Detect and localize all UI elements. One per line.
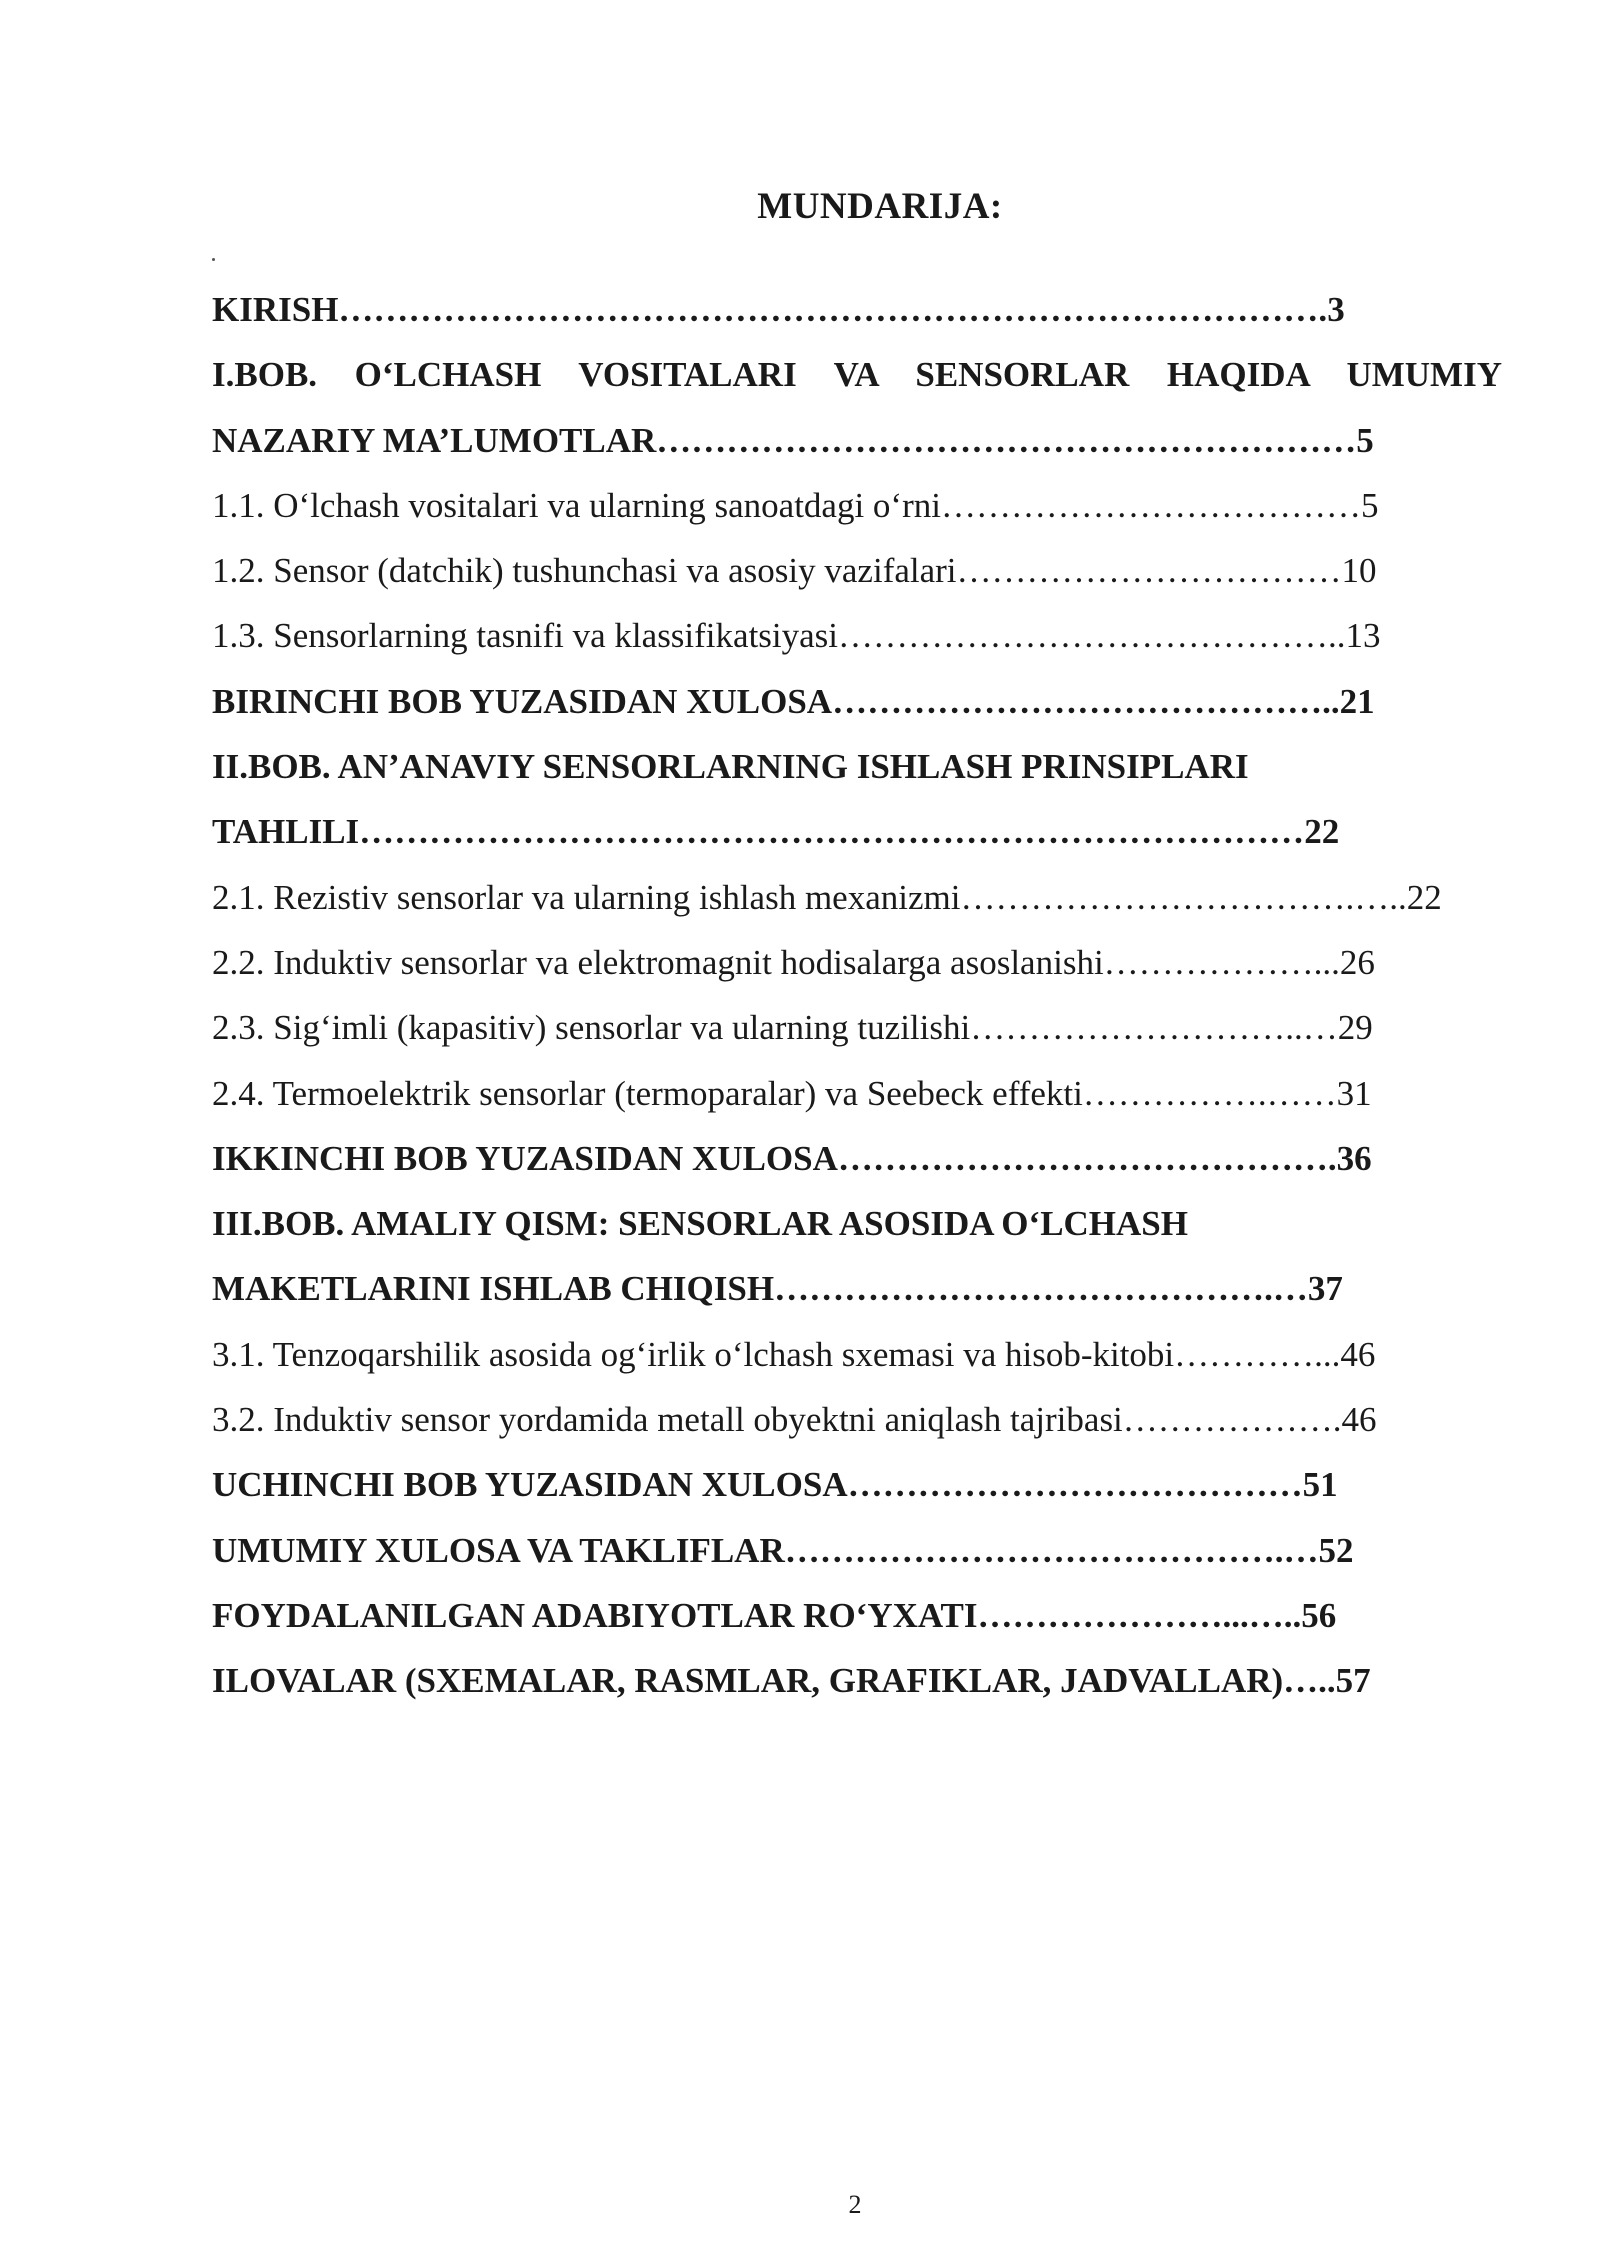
toc-entry-text: 2.2. Induktiv sensorlar va elektromagnit hodisalarga asoslanishi………………... bbox=[212, 942, 1340, 982]
toc-entry-page: 3 bbox=[1327, 290, 1345, 329]
toc-entry-text: NAZARIY MA’LUMOTLAR…………………………………………………… bbox=[212, 420, 1357, 460]
toc-entry-text: 2.4. Termoelektrik sensorlar (termoparalar) va Seebeck effekti…………….…… bbox=[212, 1073, 1337, 1113]
toc-entry-page: 51 bbox=[1302, 1465, 1338, 1505]
toc-entry-text: III.BOB. AMALIY QISM: SENSORLAR ASOSIDA O‘LCHASH bbox=[212, 1204, 1189, 1244]
toc-entry-page: 56 bbox=[1301, 1595, 1337, 1635]
toc-entry-text: 2.3. Sig‘imli (kapasitiv) sensorlar va ularning tuzilishi………………………..… bbox=[212, 1008, 1338, 1048]
toc-entry-page: .36 bbox=[1327, 1138, 1372, 1178]
toc-entry-page: 5 bbox=[1360, 485, 1379, 525]
toc-entry-text: I.BOB. O‘LCHASH VOSITALARI VA SENSORLAR HAQIDA UMUMIY bbox=[212, 355, 1502, 395]
page-number: 2 bbox=[848, 2190, 862, 2219]
toc-entry-text: 2.1. Rezistiv sensorlar va ularning ishlash mexanizmi…………………………….….. bbox=[212, 877, 1407, 917]
page-title: MUNDARIJA: bbox=[757, 186, 1003, 227]
toc-entry-text: 3.1. Tenzoqarshilik asosida og‘irlik o‘lchash sxemasi va hisob-kitobi…………... bbox=[212, 1334, 1341, 1374]
toc-entry-page: 10 bbox=[1341, 551, 1377, 591]
toc-entry-page: 5 bbox=[1356, 420, 1374, 460]
toc-entry-bob3-conclusion bbox=[212, 1452, 1502, 1517]
toc-entry-1-2 bbox=[212, 538, 1502, 603]
toc-entry-text: ILOVALAR (SXEMALAR, RASMLAR, GRAFIKLAR, JADVALLAR)….. bbox=[212, 1661, 1336, 1701]
toc-entry-2-4 bbox=[212, 1061, 1502, 1126]
toc-entry-text: II.BOB. AN’ANAVIY SENSORLARNING ISHLASH PRINSIPLARI bbox=[212, 747, 1249, 787]
toc-entry-1-1 bbox=[212, 473, 1502, 538]
toc-entry-appendices bbox=[212, 1648, 1502, 1713]
toc-entry-page: 37 bbox=[1307, 1269, 1343, 1309]
toc-entry-text: FOYDALANILGAN ADABIYOTLAR RO‘YXATI…………………...….. bbox=[212, 1595, 1302, 1635]
toc-entry-1-3 bbox=[212, 603, 1502, 668]
toc-entry-bob3-line1 bbox=[212, 1191, 1502, 1256]
toc-entry-page: 57 bbox=[1335, 1661, 1371, 1701]
toc-entry-page: 22 bbox=[1406, 877, 1442, 917]
toc-entry-text: IKKINCHI BOB YUZASIDAN XULOSA…………………………………… bbox=[212, 1138, 1328, 1178]
toc-entry-bob2-conclusion bbox=[212, 1126, 1502, 1191]
toc-entry-text: UCHINCHI BOB YUZASIDAN XULOSA………………………………… bbox=[212, 1465, 1303, 1505]
toc-entry-bob1-conclusion bbox=[212, 669, 1502, 734]
toc-entry-page: 29 bbox=[1337, 1008, 1373, 1048]
toc-entry-bob2-line2 bbox=[212, 799, 1502, 864]
toc-entry-references bbox=[212, 1583, 1502, 1648]
toc-entry-text: BIRINCHI BOB YUZASIDAN XULOSA…………………………………….. bbox=[212, 681, 1340, 721]
toc-entry-bob1-line1 bbox=[212, 342, 1502, 407]
toc-entry-page: 46 bbox=[1340, 1334, 1376, 1374]
toc-entry-text: MAKETLARINI ISHLAB CHIQISH…………………………………….… bbox=[212, 1269, 1308, 1309]
toc-entry-page: 31 bbox=[1336, 1073, 1372, 1113]
toc-entry-kirish bbox=[212, 277, 1502, 342]
toc-entry-2-2 bbox=[212, 930, 1502, 995]
toc-entry-bob1-line2 bbox=[212, 408, 1502, 473]
toc-entry-2-3 bbox=[212, 995, 1502, 1060]
toc-entry-general-conclusion bbox=[212, 1518, 1502, 1583]
toc-entry-text: UMUMIY XULOSA VA TAKLIFLAR…………………………………….… bbox=[212, 1530, 1319, 1570]
toc-entry-text: 3.2. Induktiv sensor yordamida metall obyektni aniqlash tajribasi………………. bbox=[212, 1400, 1342, 1440]
toc-entry-page: 26 bbox=[1339, 942, 1375, 982]
toc-entry-text: 1.3. Sensorlarning tasnifi va klassifikatsiyasi…………………………………….. bbox=[212, 616, 1346, 656]
toc-entry-text: 1.2. Sensor (datchik) tushunchasi va asosiy vazifalari…………………………… bbox=[212, 551, 1342, 591]
toc-entry-page: 21 bbox=[1339, 681, 1375, 721]
toc-entry-text: KIRISH…………………………………………………………………………. bbox=[212, 290, 1328, 329]
toc-entry-2-1 bbox=[212, 865, 1502, 930]
toc-entry-page: 13 bbox=[1345, 616, 1381, 656]
toc-entry-3-2 bbox=[212, 1387, 1502, 1452]
stray-dot-mark bbox=[212, 258, 215, 261]
toc-entry-page: 46 bbox=[1341, 1400, 1377, 1440]
toc-entry-page: 52 bbox=[1318, 1530, 1354, 1570]
toc-entry-text: 1.1. O‘lchash vositalari va ularning sanoatdagi o‘rni……………………………… bbox=[212, 485, 1361, 525]
toc-entry-text: TAHLILI……………………………………………………………………… bbox=[212, 812, 1305, 852]
toc-entry-page: 22 bbox=[1304, 812, 1340, 852]
toc-entry-3-1 bbox=[212, 1322, 1502, 1387]
toc-entry-bob2-line1 bbox=[212, 734, 1502, 799]
toc-entry-bob3-line2 bbox=[212, 1256, 1502, 1321]
table-of-contents bbox=[212, 277, 1502, 1714]
